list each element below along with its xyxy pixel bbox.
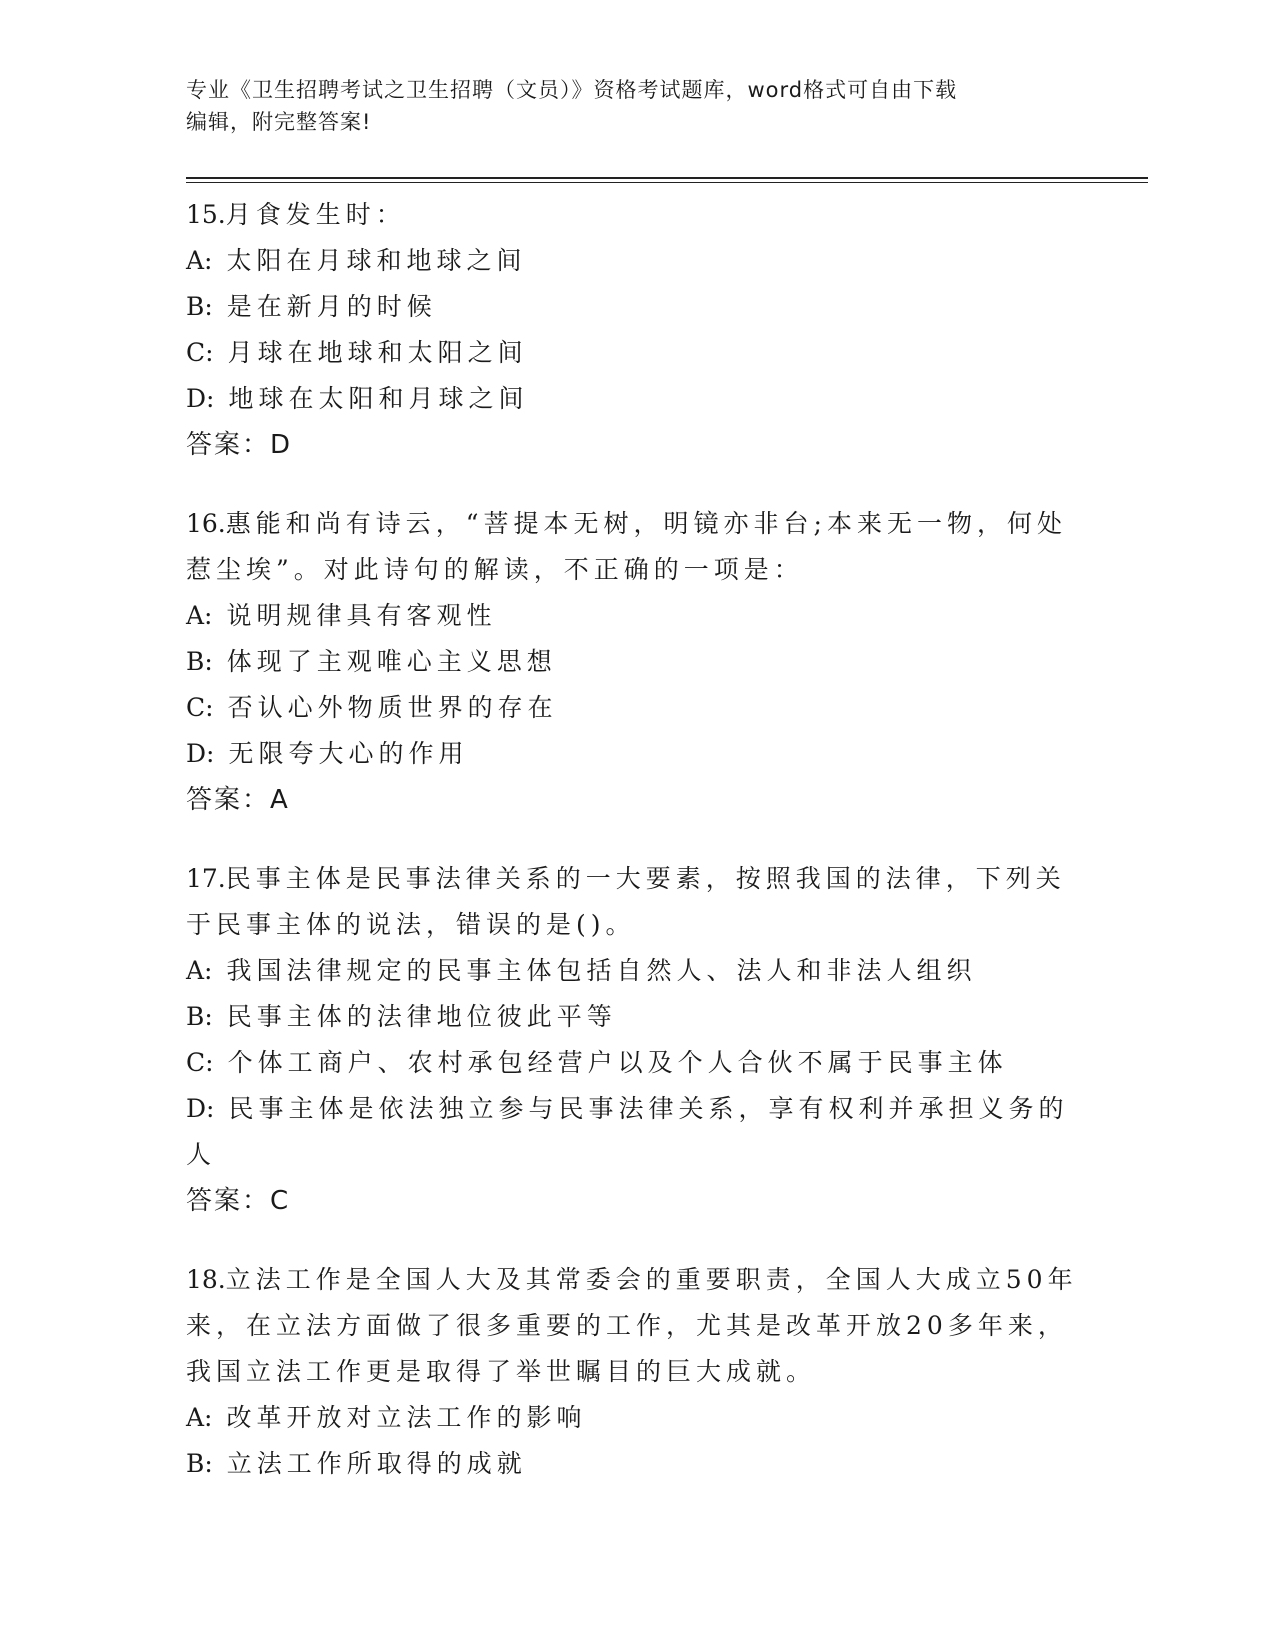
option-letter: B: (186, 1449, 213, 1478)
option-letter: D: (186, 1094, 215, 1123)
answer-line: 答案：D (186, 430, 293, 460)
answer-line: 答案：C (186, 1186, 291, 1216)
question-text (186, 501, 1086, 593)
option-c (186, 685, 1086, 731)
option-d (186, 376, 1086, 422)
question-text (186, 856, 1086, 948)
option-d (186, 1086, 1086, 1178)
document-header (186, 74, 1066, 138)
question-stem: 民事主体是民事法律关系的一大要素，按照我国的法律，下列关于民事主体的说法，错误的是()。 (186, 864, 1066, 939)
option-letter: A: (186, 956, 213, 985)
header-line-2: 编辑，附完整答案! (186, 110, 372, 134)
question-number: 15. (186, 200, 226, 229)
option-text: 是在新月的时候 (226, 292, 437, 321)
option-a (186, 948, 1086, 994)
option-text: 民事主体的法律地位彼此平等 (226, 1002, 617, 1031)
question-15 (186, 192, 1086, 468)
question-number: 17. (186, 864, 226, 893)
option-letter: C: (186, 338, 214, 367)
option-text: 我国法律规定的民事主体包括自然人、法人和非法人组织 (226, 956, 977, 985)
option-text: 太阳在月球和地球之间 (226, 246, 527, 275)
option-text: 无限夸大心的作用 (228, 739, 469, 768)
option-letter: B: (186, 292, 213, 321)
option-b (186, 994, 1086, 1040)
option-b (186, 639, 1086, 685)
option-text: 否认心外物质世界的存在 (227, 693, 558, 722)
option-letter: C: (186, 693, 214, 722)
option-c (186, 330, 1086, 376)
header-line-1: 专业《卫生招聘考试之卫生招聘（文员）》资格考试题库，word格式可自由下载 (186, 78, 958, 102)
option-a (186, 593, 1086, 639)
question-stem: 立法工作是全国人大及其常委会的重要职责，全国人大成立50年来，在立法方面做了很多重要的工作，尤其是改革开放20多年来，我国立法工作更是取得了举世瞩目的巨大成就。 (186, 1265, 1078, 1386)
header-divider-thin (186, 182, 1148, 183)
option-letter: A: (186, 246, 213, 275)
option-a (186, 238, 1086, 284)
question-16 (186, 501, 1086, 823)
question-stem: 月食发生时： (225, 200, 406, 229)
option-text: 说明规律具有客观性 (226, 601, 497, 630)
option-letter: B: (186, 647, 213, 676)
option-letter: A: (186, 1403, 213, 1432)
question-list (186, 192, 1086, 1520)
question-18 (186, 1257, 1086, 1487)
option-a (186, 1395, 1086, 1441)
option-text: 月球在地球和太阳之间 (227, 338, 528, 367)
option-c (186, 1040, 1086, 1086)
option-text: 地球在太阳和月球之间 (228, 384, 529, 413)
question-17 (186, 856, 1086, 1224)
option-letter: B: (186, 1002, 213, 1031)
option-letter: D: (186, 384, 215, 413)
question-number: 18. (186, 1265, 226, 1294)
answer-line: 答案：A (186, 785, 290, 815)
option-d (186, 731, 1086, 777)
option-letter: C: (186, 1048, 214, 1077)
option-letter: D: (186, 739, 215, 768)
question-text (186, 192, 1086, 238)
option-text: 改革开放对立法工作的影响 (226, 1403, 587, 1432)
header-divider-thick (186, 177, 1148, 179)
question-number: 16. (186, 509, 226, 538)
option-letter: A: (186, 601, 213, 630)
option-b (186, 1441, 1086, 1487)
option-text: 体现了主观唯心主义思想 (226, 647, 557, 676)
question-stem: 惠能和尚有诗云，“菩提本无树，明镜亦非台;本来无一物，何处惹尘埃”。对此诗句的解读，不正确的一项是： (186, 509, 1067, 584)
option-text: 立法工作所取得的成就 (226, 1449, 527, 1478)
option-text: 个体工商户、农村承包经营户以及个人合伙不属于民事主体 (227, 1048, 1008, 1077)
option-text: 民事主体是依法独立参与民事法律关系，享有权利并承担义务的人 (186, 1094, 1069, 1169)
option-b (186, 284, 1086, 330)
question-text (186, 1257, 1086, 1395)
